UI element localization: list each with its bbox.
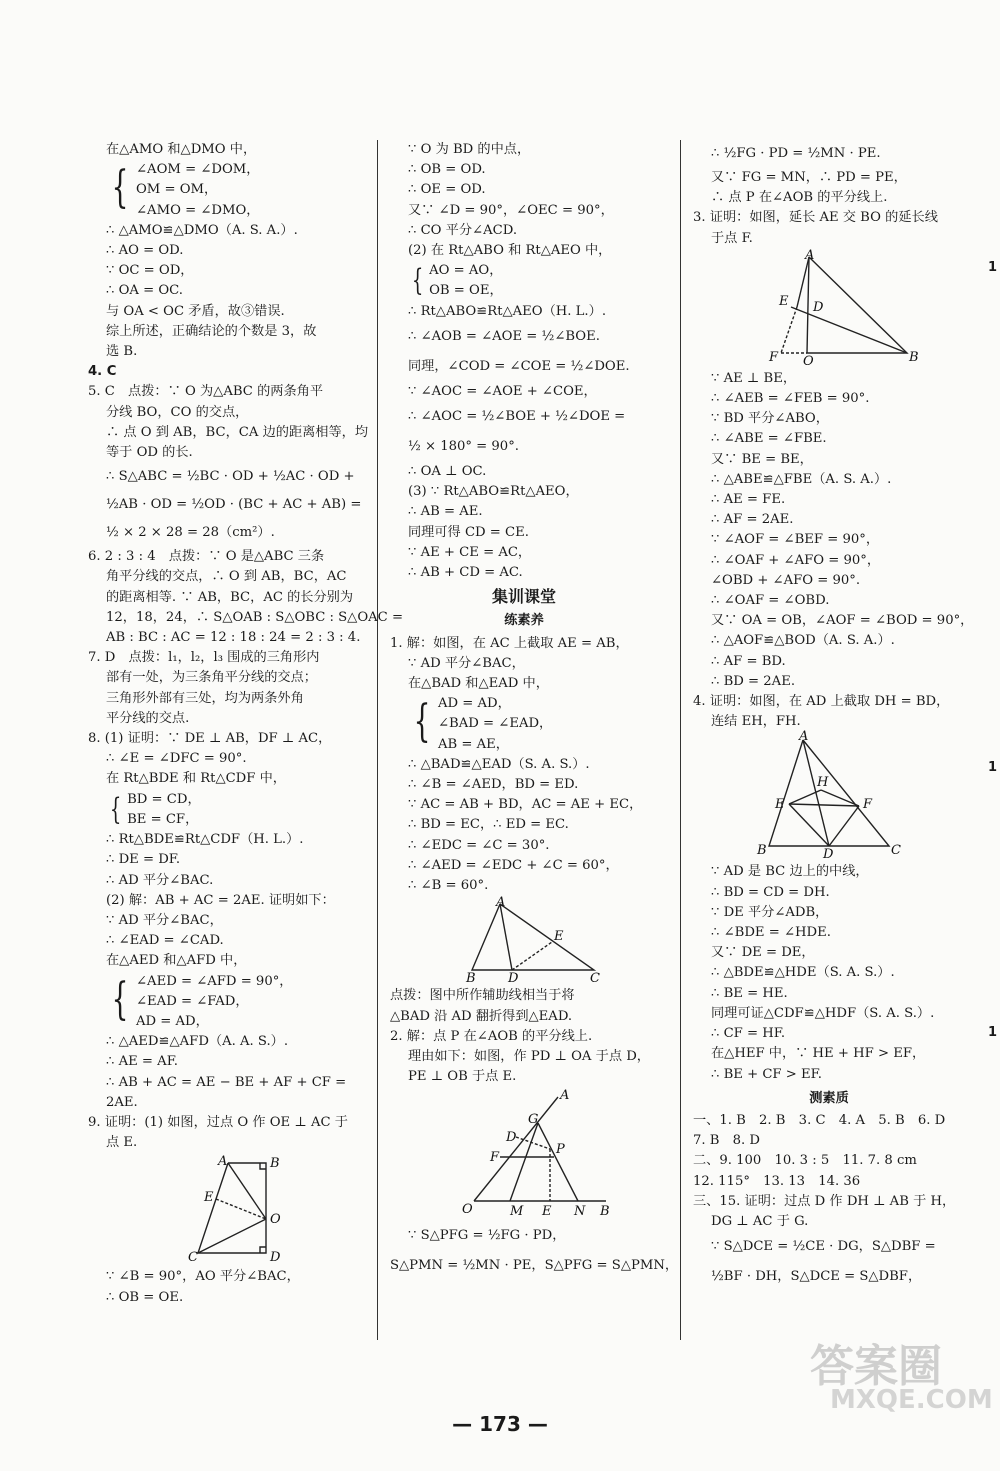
text-line: 在 Rt△BDE 和 Rt△CDF 中， bbox=[106, 771, 286, 787]
text-line: ∵ BD 平分∠ABO， bbox=[711, 411, 829, 427]
text-line: 三角形外部有三处，均为两条外角 bbox=[106, 690, 304, 706]
text-line: ∴ AD 平分∠BAC. bbox=[106, 872, 214, 888]
label-O: O bbox=[270, 1212, 281, 1228]
formula-line: ½ × 2 × 28 = 28（cm²）. bbox=[106, 525, 275, 541]
section-heading: 集训课堂 bbox=[491, 587, 556, 607]
text-line: ∴ 点 O 到 AB，BC，CA 边的距离相等，均 bbox=[106, 424, 369, 440]
text-line: (2) 在 Rt△ABO 和 Rt△AEO 中， bbox=[408, 243, 612, 259]
column-divider-2 bbox=[680, 140, 681, 1340]
label-D: D bbox=[823, 847, 834, 863]
text-line: ∵ ∠B = 90°，AO 平分∠BAC， bbox=[106, 1269, 300, 1285]
text-line: ∴ AB + CD = AC. bbox=[408, 565, 523, 581]
text-line: ∴ Rt△BDE≌Rt△CDF（H. L.）. bbox=[106, 832, 304, 848]
text-line: 在△BAD 和△EAD 中， bbox=[408, 676, 549, 692]
text-line: 又∵ OA = OB，∠AOF = ∠BOD = 90°， bbox=[711, 613, 974, 629]
edge-marker: 1 bbox=[988, 1025, 998, 1040]
label-M: M bbox=[510, 1204, 524, 1220]
equation-system: { AD = AD， ∠BAD = ∠EAD， AB = AE， bbox=[390, 694, 658, 755]
label-D: D bbox=[508, 971, 519, 987]
text-line: ∵ AE ⊥ BE， bbox=[711, 370, 797, 386]
label-F: F bbox=[490, 1150, 500, 1166]
answer-line: 6. 2 : 3 : 4 点拨：∵ O 是△ABC 三条 bbox=[88, 549, 325, 565]
text-line: ∵ AE + CE = AC， bbox=[408, 544, 532, 560]
text-line: ∴ BD = EC，∴ ED = EC. bbox=[408, 817, 569, 833]
text-line: ∵ AD 平分∠BAC， bbox=[106, 912, 223, 928]
label-B: B bbox=[270, 1156, 280, 1172]
text-line: ∴ Rt△ABO≌Rt△AEO（H. L.）. bbox=[408, 303, 607, 319]
figure-angle-bisector bbox=[390, 1089, 658, 1219]
text-line: ∴ AB = AE. bbox=[408, 504, 483, 520]
text-line: ∴ BD = CD = DH. bbox=[711, 884, 830, 900]
figure-triangle-fold bbox=[390, 895, 658, 987]
watermark-text: 答案圈 bbox=[810, 1341, 942, 1392]
text-line: ∴ ∠AED = ∠EDC + ∠C = 60°， bbox=[408, 857, 619, 873]
answer-line: 4. 证明：如图，在 AD 上截取 DH = BD， bbox=[693, 694, 950, 710]
text-line: ∴ AE = FE. bbox=[711, 492, 786, 508]
text-line: 同理可得 CD = CE. bbox=[408, 524, 529, 540]
label-E: E bbox=[775, 797, 785, 813]
text-line: BD = CD， bbox=[127, 791, 201, 807]
text-line: 综上所述，正确结论的个数是 3，故 bbox=[106, 323, 317, 339]
answer-line: 4. C bbox=[88, 364, 117, 380]
label-A: A bbox=[560, 1088, 570, 1104]
watermark-url: MXQE.COM bbox=[830, 1385, 993, 1415]
formula-line: ½BF · DH，S△DCE = S△DBF， bbox=[711, 1269, 922, 1285]
text-line: ∴ OA = OC. bbox=[106, 283, 183, 299]
text-line: ∴ ∠BDE = ∠HDE. bbox=[711, 925, 831, 941]
text-line: ∴ △AOF≌△BOD（A. S. A.）. bbox=[711, 633, 895, 649]
answer-line: 8. (1) 证明：∵ DE ⊥ AB，DF ⊥ AC， bbox=[88, 731, 332, 747]
answer-line: 7. B 8. D bbox=[693, 1133, 760, 1149]
label-O: O bbox=[462, 1202, 473, 1218]
text-line: ∠EAD = ∠FAD， bbox=[136, 993, 249, 1009]
text-line: ∵ AD 平分∠BAC， bbox=[408, 655, 525, 671]
answer-line: 2. 解：点 P 在∠AOB 的平分线上. bbox=[390, 1028, 593, 1044]
text-line: 分线 BO，CO 的交点， bbox=[106, 404, 249, 420]
text-line: (3) ∵ Rt△ABO≌Rt△AEO， bbox=[408, 484, 579, 500]
label-F: F bbox=[769, 349, 779, 365]
text-line: ∴ CO 平分∠ACD. bbox=[408, 222, 518, 238]
label-H: H bbox=[817, 775, 829, 791]
text-line: 等于 OD 的长. bbox=[106, 445, 193, 461]
text-line: ∴ 点 P 在∠AOB 的平分线上. bbox=[711, 190, 888, 206]
text-line: ∴ OA ⊥ OC. bbox=[408, 464, 487, 480]
text-line: 又∵ DE = DE， bbox=[711, 945, 815, 961]
text-line: ∴ △AED≌△AFD（A. A. S.）. bbox=[106, 1034, 289, 1050]
formula-line: ∴ ∠AOB = ∠AOE = ½∠BOE. bbox=[408, 328, 600, 344]
text-line: AB = AE， bbox=[438, 736, 509, 752]
text-line: ∴ AF = BD. bbox=[711, 653, 786, 669]
equation-system: { ∠AED = ∠AFD = 90°， ∠EAD = ∠FAD， AD = AD， bbox=[88, 972, 360, 1033]
label-C: C bbox=[188, 1250, 198, 1266]
text-line: ∠AMO = ∠DMO， bbox=[136, 202, 260, 218]
text-line: 部有一处，为三条角平分线的交点； bbox=[106, 670, 317, 686]
figure-right-trapezoid bbox=[88, 1155, 360, 1265]
label-F: F bbox=[863, 797, 873, 813]
label-P: P bbox=[556, 1142, 565, 1158]
answer-line: 3. 证明：如图，延长 AE 交 BO 的延长线 bbox=[693, 210, 938, 226]
label-D: D bbox=[270, 1250, 281, 1266]
text-line: ∴ AF = 2AE. bbox=[711, 512, 794, 528]
label-A: A bbox=[496, 895, 506, 911]
answer-line: 7. D 点拨：l₁，l₂，l₃ 围成的三角形内 bbox=[88, 650, 320, 666]
label-N: N bbox=[574, 1204, 586, 1220]
formula-line: ∴ S△ABC = ½BC · OD + ½AC · OD + bbox=[106, 469, 355, 485]
text-line: ∴ △ABE≌△FBE（A. S. A.）. bbox=[711, 471, 892, 487]
text-line: ∴ ∠EAD = ∠CAD. bbox=[106, 933, 224, 949]
answer-line: 5. C 点拨：∵ O 为△ABC 的两条角平 bbox=[88, 384, 324, 400]
text-line: PE ⊥ OB 于点 E. bbox=[408, 1069, 517, 1085]
text-line: AD = AD， bbox=[438, 696, 511, 712]
answer-line: 二、9. 100 10. 3 : 5 11. 7. 8 cm bbox=[693, 1153, 917, 1169]
formula-line: ∵ S△PFG = ½FG · PD， bbox=[408, 1228, 566, 1244]
text-line: ∴ ∠E = ∠DFC = 90°. bbox=[106, 751, 247, 767]
equation-system: { BD = CD， BE = CF， bbox=[88, 790, 360, 830]
equation-system: { AO = AO， OB = OE， bbox=[390, 261, 658, 301]
formula-line: ∵ S△DCE = ½CE · DG，S△DBF = bbox=[711, 1239, 936, 1255]
label-D: D bbox=[506, 1130, 517, 1146]
edge-marker: 1 bbox=[988, 760, 998, 775]
text-line: 又∵ ∠D = 90°，∠OEC = 90°， bbox=[408, 202, 614, 218]
text-line: AD = AD， bbox=[136, 1013, 209, 1029]
equation-system: { ∠AOM = ∠DOM， OM = OM， ∠AMO = ∠DMO， bbox=[88, 160, 360, 221]
text-line: 在△AED 和△AFD 中， bbox=[106, 953, 247, 969]
label-C: C bbox=[891, 843, 901, 859]
text-line: ∴ △BDE≌△HDE（S. A. S.）. bbox=[711, 965, 895, 981]
text-line: ∠AED = ∠AFD = 90°， bbox=[136, 973, 293, 989]
text-line: ∴ △BAD≌△EAD（S. A. S.）. bbox=[408, 756, 590, 772]
text-line: ∴ DE = DF. bbox=[106, 852, 181, 868]
column-divider-1 bbox=[377, 140, 378, 1340]
text-line: ∴ ∠AEB = ∠FEB = 90°. bbox=[711, 391, 870, 407]
text-line: ∴ ∠B = ∠AED，BD = ED. bbox=[408, 777, 579, 793]
label-A: A bbox=[218, 1154, 228, 1170]
label-E: E bbox=[554, 929, 564, 945]
text-line: ∴ BE = HE. bbox=[711, 985, 788, 1001]
text-line: ∴ OE = OD. bbox=[408, 182, 486, 198]
figure-triangle-median bbox=[693, 729, 965, 863]
text-line: OB = OE， bbox=[429, 283, 503, 299]
text-line: 又∵ FG = MN，∴ PD = PE， bbox=[711, 170, 907, 185]
figure-triangle-extension bbox=[693, 247, 965, 369]
formula-line: ∴ ∠AOC = ½∠BOE + ½∠DOE = bbox=[408, 409, 626, 425]
text-line: ∴ CF = HF. bbox=[711, 1026, 786, 1042]
text-line: 又∵ BE = BE， bbox=[711, 451, 813, 467]
edge-marker: 1 bbox=[988, 260, 998, 275]
label-O: O bbox=[803, 353, 814, 369]
text-line: 在△HEF 中，∵ HE + HF > EF， bbox=[711, 1046, 926, 1062]
text-line: ∴ ∠OAF = ∠OBD. bbox=[711, 593, 830, 609]
label-A: A bbox=[799, 729, 809, 745]
text-line: ∠AOM = ∠DOM， bbox=[136, 162, 260, 178]
formula-line: ½ × 180° = 90°. bbox=[408, 439, 519, 455]
text-line: 同理可证△CDF≌△HDF（S. A. S.）. bbox=[711, 1005, 935, 1021]
text-line: ∵ OC = OD， bbox=[106, 263, 194, 279]
text-line: ∵ AC = AB + BD，AC = AE + EC， bbox=[408, 797, 643, 813]
text-line: ∵ ∠AOC = ∠AOE + ∠COE， bbox=[408, 383, 597, 399]
text-line: ∵ AD 是 BC 边上的中线， bbox=[711, 864, 869, 880]
text-line: ∵ ∠AOF = ∠BEF = 90°， bbox=[711, 532, 880, 548]
text-line: ∴ OB = OE. bbox=[106, 1289, 184, 1305]
text-line: 点 E. bbox=[106, 1135, 138, 1151]
subsection-heading: 测素质 bbox=[809, 1090, 849, 1106]
text-line: ∴ AO = OD. bbox=[106, 243, 184, 259]
answer-line: 三、15. 证明：过点 D 作 DH ⊥ AB 于 H， bbox=[693, 1193, 956, 1209]
text-line: 选 B. bbox=[106, 344, 138, 360]
text-line: ∴ OB = OD. bbox=[408, 162, 486, 178]
answer-line: 1. 解：如图，在 AC 上截取 AE = AB， bbox=[390, 635, 629, 651]
text-line: ∴ AB + AC = AE − BE + AF + CF = bbox=[106, 1074, 347, 1090]
text-line: ∴ AE = AF. bbox=[106, 1054, 178, 1070]
text-line: ∴ ∠ABE = ∠FBE. bbox=[711, 431, 827, 447]
label-B: B bbox=[909, 349, 919, 365]
text-line: ∵ DE 平分∠ADB， bbox=[711, 904, 829, 920]
text-line: 2AE. bbox=[106, 1094, 138, 1110]
text-line: ∴ ∠OAF + ∠AFO = 90°， bbox=[711, 552, 881, 568]
label-E: E bbox=[542, 1204, 552, 1220]
text-line: 12，18，24，∴ S△OAB : S△OBC : S△OAC = bbox=[106, 609, 403, 625]
label-G: G bbox=[528, 1112, 539, 1128]
text-line: 平分线的交点. bbox=[106, 710, 190, 726]
text-line: DG ⊥ AC 于 G. bbox=[711, 1213, 809, 1229]
text-line: (2) 解：AB + AC = 2AE. 证明如下： bbox=[106, 892, 335, 908]
formula-line: 同理，∠COD = ∠COE = ½∠DOE. bbox=[408, 358, 630, 374]
formula-line: S△PMN = ½MN · PE，S△PFG = S△PMN， bbox=[390, 1258, 679, 1274]
label-E: E bbox=[779, 293, 789, 309]
column-3 bbox=[693, 140, 974, 1292]
text-line: 点拨：图中所作辅助线相当于将 bbox=[390, 988, 575, 1004]
label-B: B bbox=[466, 971, 476, 987]
label-B: B bbox=[757, 843, 767, 859]
text-line: △BAD 沿 AD 翻折得到△EAD. bbox=[390, 1008, 573, 1024]
label-C: C bbox=[590, 971, 600, 987]
formula-line: ½AB · OD = ½OD · (BC + AC + AB) = bbox=[106, 497, 362, 513]
text-line: 在△AMO 和△DMO 中， bbox=[106, 142, 257, 157]
text-line: ∵ O 为 BD 的中点， bbox=[408, 142, 531, 157]
answer-line: 9. 证明：(1) 如图，过点 O 作 OE ⊥ AC 于 bbox=[88, 1114, 348, 1130]
text-line: ∴ ∠B = 60°. bbox=[408, 878, 489, 894]
column-2 bbox=[390, 140, 679, 1281]
text-line: ∴ △AMO≌△DMO（A. S. A.）. bbox=[106, 222, 298, 238]
column-1 bbox=[88, 140, 403, 1308]
text-line: 的距离相等. ∵ AB，BC，AC 的长分别为 bbox=[106, 589, 354, 605]
answer-line: 一、1. B 2. B 3. C 4. A 5. B 6. D bbox=[693, 1112, 946, 1128]
text-line: ∴ ∠EDC = ∠C = 30°. bbox=[408, 837, 550, 853]
text-line: OM = OM， bbox=[136, 182, 218, 198]
answer-line: 12. 115° 13. 13 14. 36 bbox=[693, 1173, 861, 1189]
text-line: ∠BAD = ∠EAD， bbox=[438, 716, 553, 732]
text-line: ∴ BD = 2AE. bbox=[711, 673, 796, 689]
text-line: 于点 F. bbox=[711, 230, 753, 246]
label-A: A bbox=[805, 247, 815, 263]
text-line: ∠OBD + ∠AFO = 90°. bbox=[711, 572, 861, 588]
label-D: D bbox=[813, 299, 824, 315]
text-line: 连结 EH，FH. bbox=[711, 714, 801, 730]
text-line: 与 OA < OC 矛盾，故③错误. bbox=[106, 303, 285, 319]
text-line: ∴ BE + CF > EF. bbox=[711, 1066, 822, 1082]
text-line: BE = CF， bbox=[127, 811, 199, 827]
label-B: B bbox=[600, 1204, 610, 1220]
text-line: AO = AO， bbox=[429, 263, 503, 279]
text-line: AB : BC : AC = 12 : 18 : 24 = 2 : 3 : 4. bbox=[106, 630, 361, 646]
label-E: E bbox=[204, 1190, 214, 1206]
text-line: 理由如下：如图，作 PD ⊥ OA 于点 D， bbox=[408, 1048, 650, 1064]
page-number: — 173 — bbox=[452, 1412, 548, 1436]
text-line: 角平分线的交点，∴ O 到 AB，BC，AC bbox=[106, 569, 347, 585]
subsection-heading: 练素养 bbox=[504, 613, 544, 629]
formula-line: ∴ ½FG · PD = ½MN · PE. bbox=[711, 146, 881, 161]
